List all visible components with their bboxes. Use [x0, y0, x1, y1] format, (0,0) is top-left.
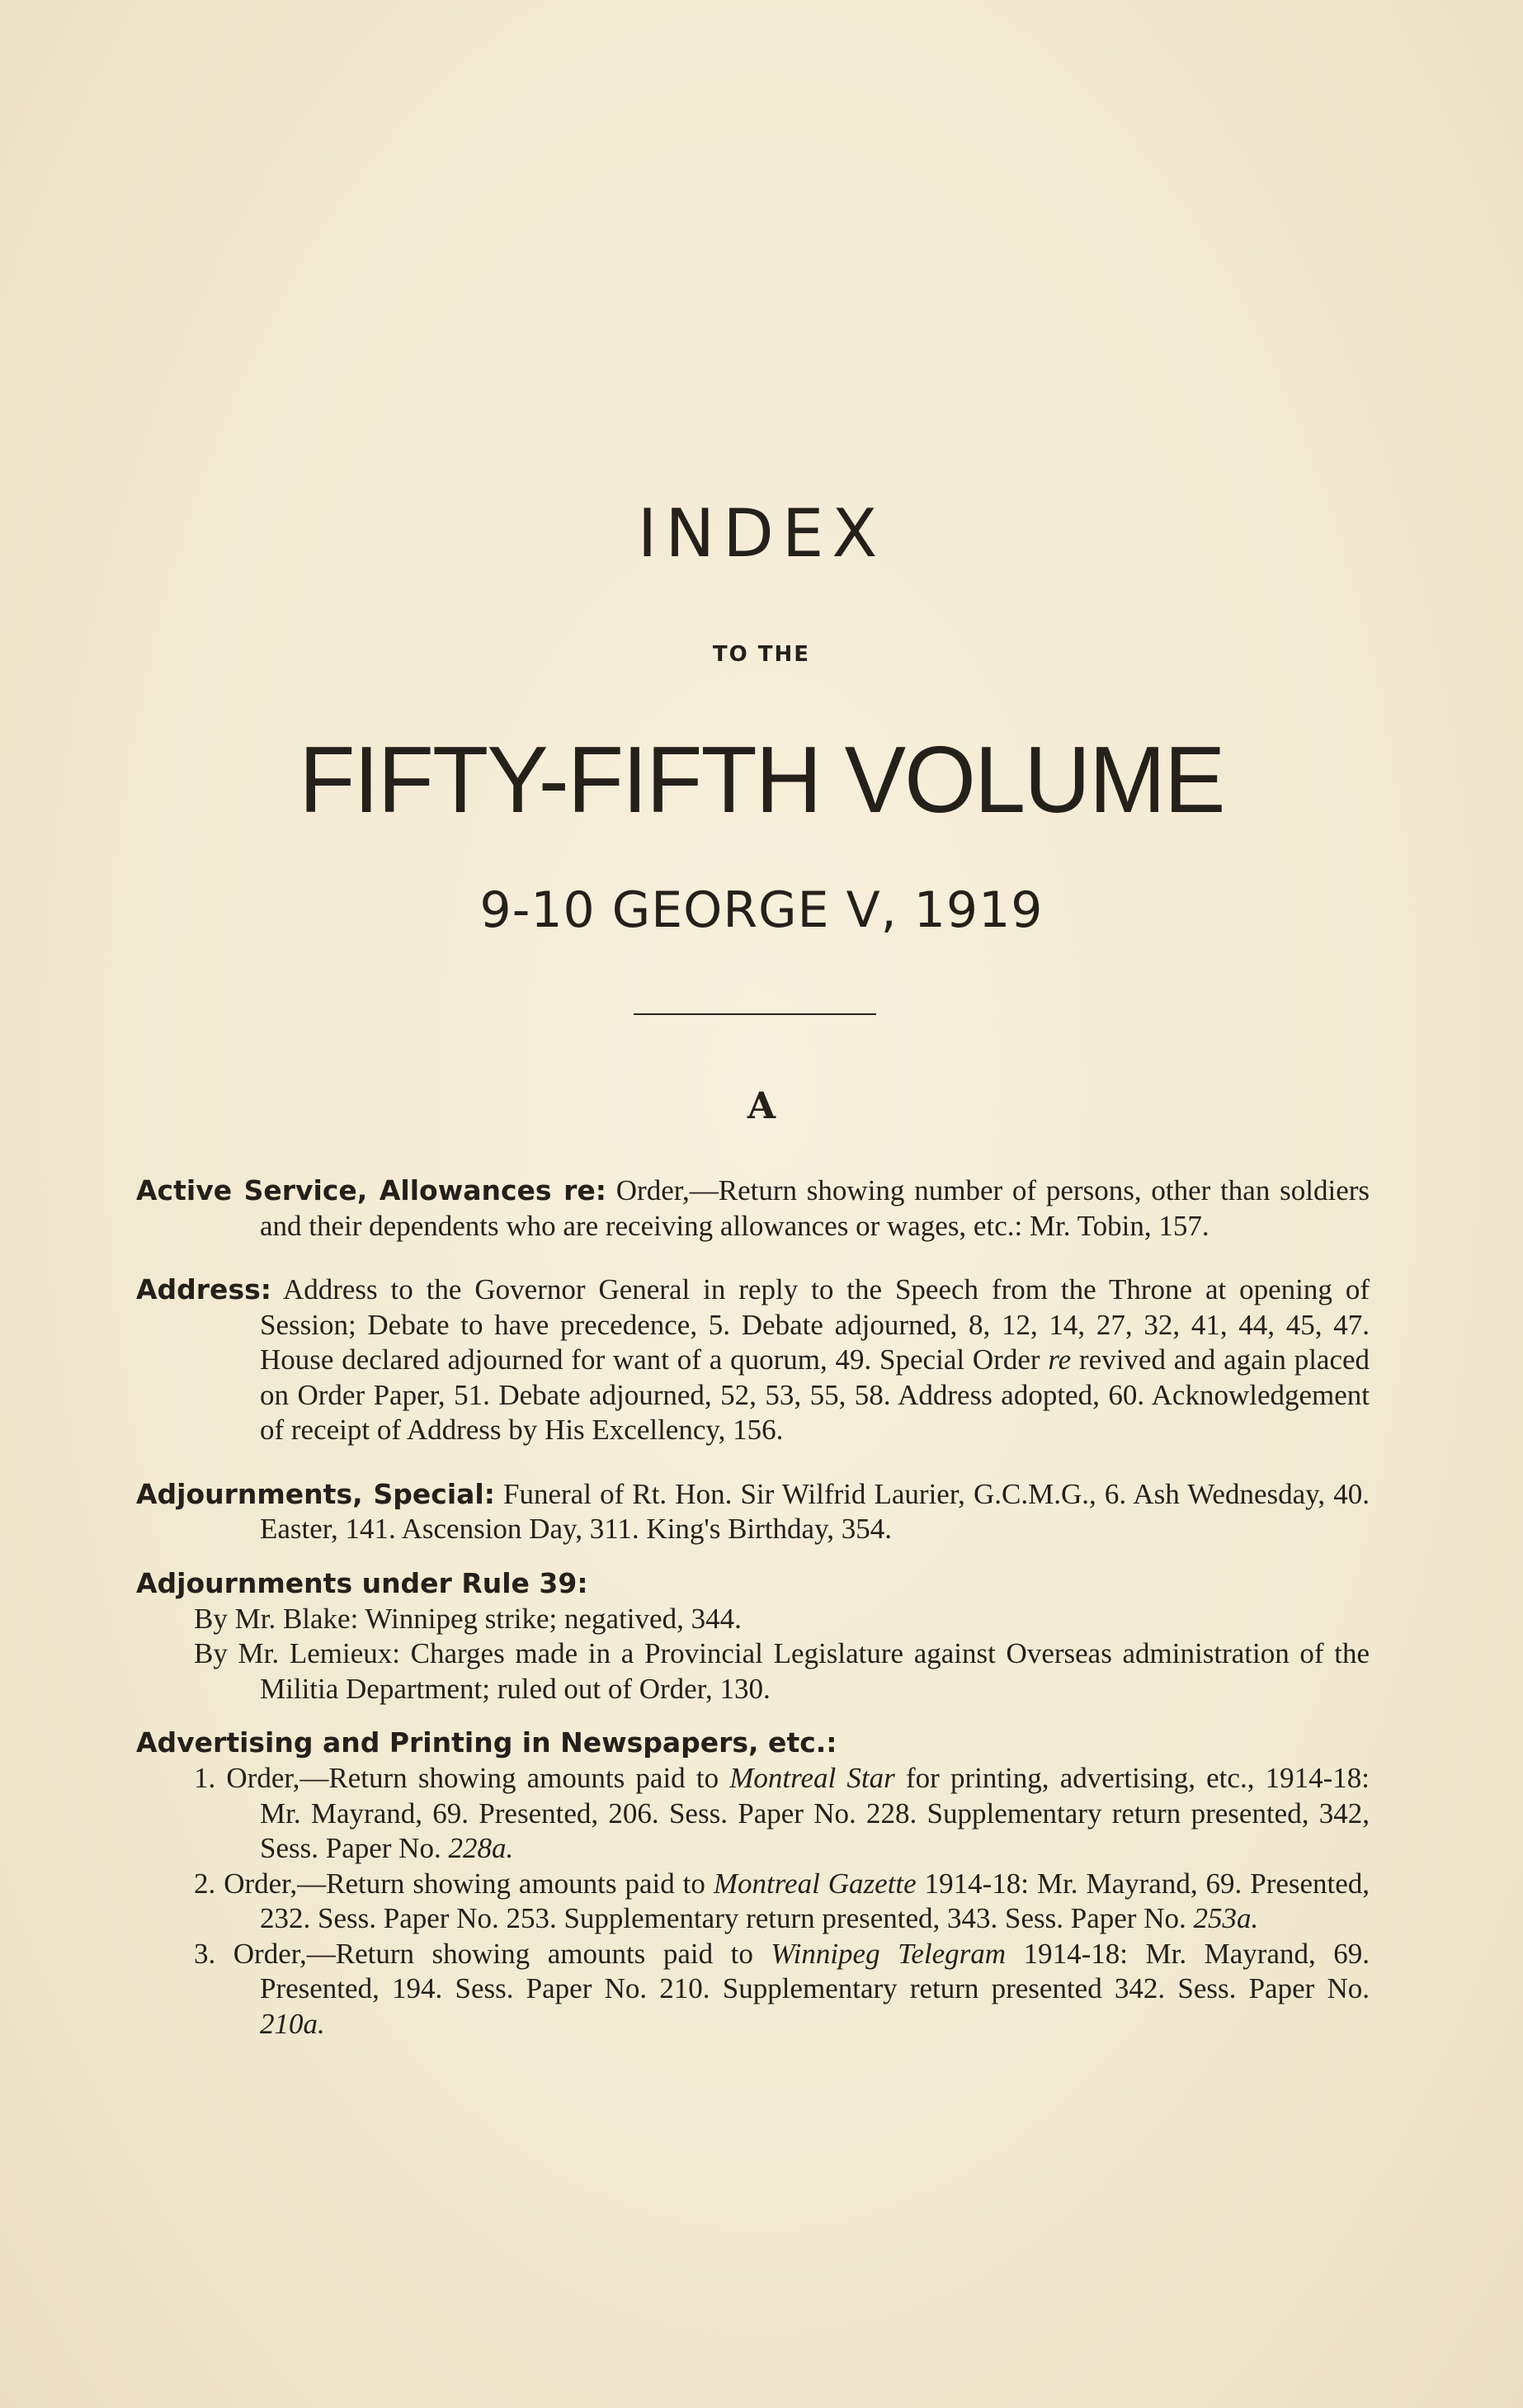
entry-heading: Adjournments under Rule 39:	[136, 1566, 588, 1599]
to-the-caption: TO THE	[712, 642, 811, 667]
paper-number: 210a.	[260, 2007, 325, 2040]
newspaper-name: Winnipeg Telegram	[771, 1937, 1007, 1970]
item-text: 1914-18: Mr. Mayrand, 69. Presented, 194. Sess. Paper No. 210. Supplementary return presented 342. Sess. Paper No.	[260, 1937, 1370, 2004]
paper-number: 253a.	[1193, 1902, 1259, 1934]
entry-heading: Adjournments, Special:	[136, 1477, 495, 1510]
item-text: for printing, advertising, etc., 1914-18: Mr. Mayrand, 69. Presented, 206. Sess. Paper No. 228. Supplementary return presented, 342, Sess. Paper No.	[260, 1762, 1370, 1864]
entry-text: Order,—Return showing number of persons, other than soldiers and their dependents who are receiving allowances or wages, etc.: Mr. Tobin, 157.	[260, 1174, 1370, 1242]
divider-rule	[634, 1013, 876, 1015]
item-text: 1914-18: Mr. Mayrand, 69. Presented, 232. Sess. Paper No. 253. Supplementary return presented, 343. Sess. Paper No.	[260, 1867, 1370, 1934]
section-letter: A	[747, 1085, 776, 1127]
entry-adjournments-special	[136, 1477, 1370, 1547]
entry-advertising	[136, 1725, 1370, 2042]
numbered-item	[136, 1761, 1370, 1867]
paper-number: 228a.	[448, 1832, 514, 1864]
item-text: 1. Order,—Return showing amounts paid to	[194, 1762, 719, 1794]
sub-item: By Mr. Blake: Winnipeg strike; negatived, 344.	[194, 1602, 742, 1635]
entry-text: Address to the Governor General in reply to the Speech from the Throne at opening of Session; Debate to have precedence, 5. Debate adjourned, 8, 12, 14, 27, 32, 41, 44, 45, 47. House declared adjourned for want of a quorum, 49. Special Order	[260, 1273, 1370, 1376]
entry-text: revived and again placed on Order Paper, 51. Debate adjourned, 52, 53, 55, 58. Address adopted, 60. Acknowledgement of receipt of Address by His Excellency, 156.	[260, 1343, 1370, 1446]
newspaper-name: Montreal Star	[729, 1762, 895, 1794]
newspaper-name: Montreal Gazette	[713, 1867, 917, 1900]
sub-item: By Mr. Lemieux: Charges made in a Provincial Legislature against Overseas administration of the Militia Department; ruled out of Order, 130.	[194, 1637, 1370, 1705]
entry-active-service	[136, 1173, 1370, 1244]
entry-text-italic: re	[1048, 1343, 1072, 1376]
index-title: INDEX	[637, 495, 886, 572]
numbered-item	[136, 1937, 1370, 2042]
entry-address	[136, 1272, 1370, 1448]
entry-heading: Advertising and Printing in Newspapers, etc.:	[136, 1726, 837, 1759]
entry-heading: Address:	[136, 1273, 271, 1306]
entry-heading: Active Service, Allowances re:	[136, 1174, 606, 1206]
entry-text: Funeral of Rt. Hon. Sir Wilfrid Laurier, G.C.M.G., 6. Ash Wednesday, 40. Easter, 141. Ascension Day, 311. King's Birthday, 354.	[260, 1477, 1370, 1545]
item-text: 3. Order,—Return showing amounts paid to	[194, 1937, 753, 1970]
numbered-item	[136, 1867, 1370, 1937]
entry-adjournments-rule	[136, 1565, 1370, 1707]
reign-year: 9-10 GEORGE V, 1919	[479, 881, 1044, 939]
volume-title: FIFTY-FIFTH VOLUME	[299, 728, 1224, 833]
index-entries	[136, 1173, 1370, 2060]
item-text: 2. Order,—Return showing amounts paid to	[194, 1867, 705, 1900]
